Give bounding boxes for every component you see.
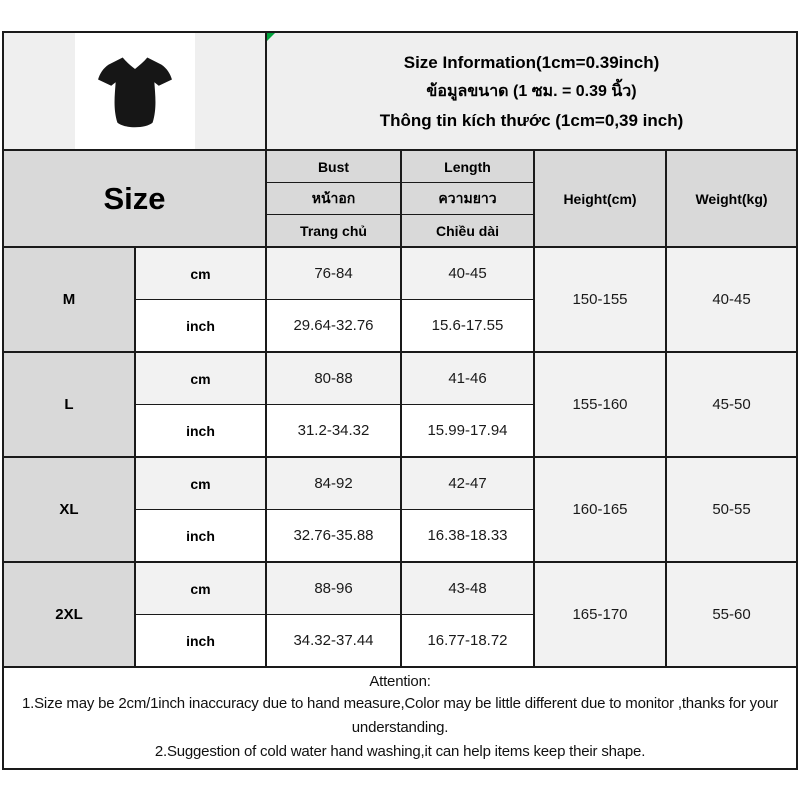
tshirt-icon [91, 45, 179, 137]
bust-inch-value: 34.32-37.44 [266, 615, 401, 668]
weight-value: 45-50 [666, 352, 797, 457]
height-value: 155-160 [534, 352, 666, 457]
length-cm-value: 40-45 [401, 247, 534, 300]
bust-inch-value: 32.76-35.88 [266, 510, 401, 563]
unit-inch-label: inch [135, 615, 266, 668]
height-header: Height(cm) [534, 150, 666, 247]
length-inch-value: 16.38-18.33 [401, 510, 534, 563]
bust-header-vi: Trang chủ [266, 215, 401, 248]
weight-value: 50-55 [666, 457, 797, 562]
length-cm-value: 43-48 [401, 562, 534, 615]
size-label-2xl: 2XL [3, 562, 135, 667]
bust-inch-value: 29.64-32.76 [266, 300, 401, 353]
bust-inch-value: 31.2-34.32 [266, 405, 401, 458]
bust-cm-value: 76-84 [266, 247, 401, 300]
attention-note-2: 2.Suggestion of cold water hand washing,it can help items keep their shape. [154, 743, 646, 760]
product-image [75, 33, 195, 149]
unit-cm-label: cm [135, 247, 266, 300]
length-inch-value: 16.77-18.72 [401, 615, 534, 668]
table-row-l-cm [3, 352, 797, 405]
height-value: 150-155 [534, 247, 666, 352]
height-value: 160-165 [534, 457, 666, 562]
length-header-vi: Chiều dài [401, 215, 534, 248]
cell-marker-triangle-icon [267, 33, 275, 41]
table-row-2xl-cm [3, 562, 797, 615]
attention-cell [3, 667, 797, 769]
length-header-en: Length [401, 150, 534, 183]
size-info-english: Size Information(1cm=0.39inch) [403, 52, 660, 72]
unit-inch-label: inch [135, 405, 266, 458]
bust-cm-value: 84-92 [266, 457, 401, 510]
size-info-header-cell [266, 32, 797, 150]
size-info-thai: ข้อมูลขนาด (1 ซม. = 0.39 นิ้ว) [426, 82, 637, 100]
bust-header-en: Bust [266, 150, 401, 183]
size-label-l: L [3, 352, 135, 457]
length-inch-value: 15.6-17.55 [401, 300, 534, 353]
attention-title: Attention: [369, 673, 431, 690]
weight-value: 55-60 [666, 562, 797, 667]
table-row-m-cm [3, 247, 797, 300]
table-row-xl-cm [3, 457, 797, 510]
length-cm-value: 42-47 [401, 457, 534, 510]
bust-cm-value: 88-96 [266, 562, 401, 615]
attention-notes [4, 668, 796, 764]
unit-cm-label: cm [135, 457, 266, 510]
unit-cm-label: cm [135, 562, 266, 615]
length-inch-value: 15.99-17.94 [401, 405, 534, 458]
size-label-xl: XL [3, 457, 135, 562]
product-image-cell [3, 32, 266, 150]
size-info-header [267, 33, 796, 149]
length-cm-value: 41-46 [401, 352, 534, 405]
bust-cm-value: 80-88 [266, 352, 401, 405]
weight-header: Weight(kg) [666, 150, 797, 247]
weight-value: 40-45 [666, 247, 797, 352]
length-header-th: ความยาว [401, 183, 534, 215]
attention-note-1: 1.Size may be 2cm/1inch inaccuracy due to hand measure,Color may be little different due to monitor ,thanks for your understanding. [21, 695, 779, 736]
size-info-vietnamese: Thông tin kích thước (1cm=0,39 inch) [379, 110, 684, 130]
bust-header-th: หน้าอก [266, 183, 401, 215]
height-value: 165-170 [534, 562, 666, 667]
size-column-header: Size [3, 150, 266, 247]
size-table [2, 31, 798, 770]
size-label-m: M [3, 247, 135, 352]
unit-cm-label: cm [135, 352, 266, 405]
unit-inch-label: inch [135, 510, 266, 563]
unit-inch-label: inch [135, 300, 266, 353]
